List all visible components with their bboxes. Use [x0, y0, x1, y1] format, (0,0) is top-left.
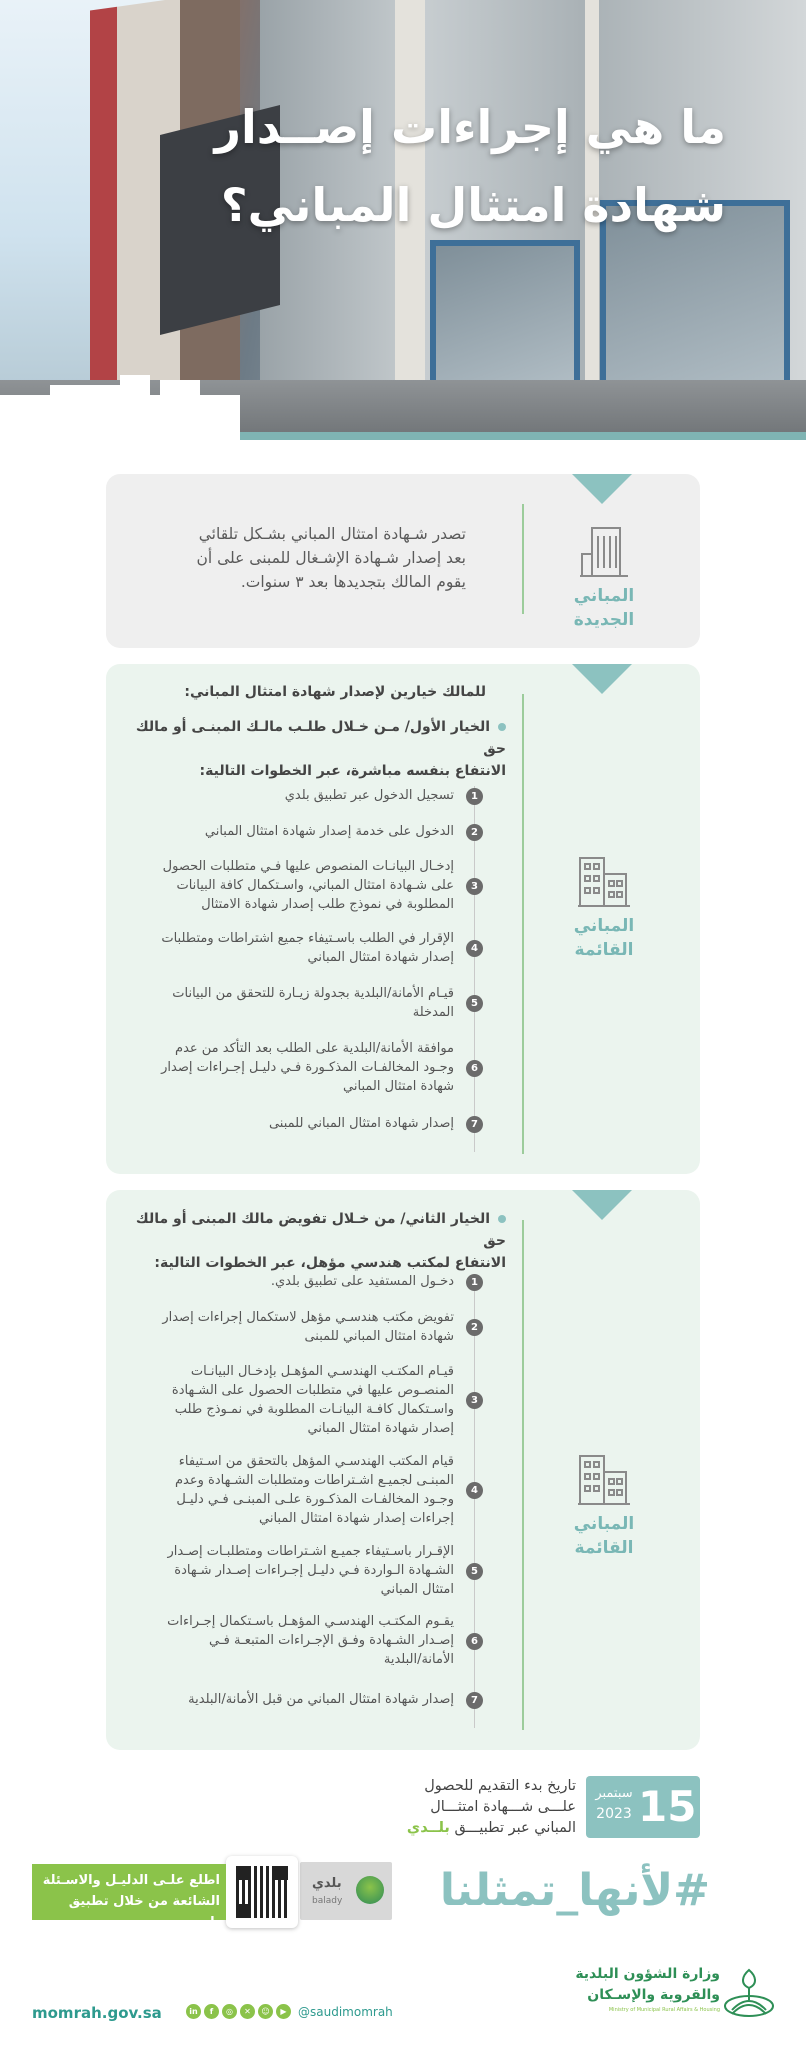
baladi-logo-text: بلدي — [312, 1876, 342, 1891]
date-day: 15 — [638, 1782, 697, 1831]
card-existing-option-1 — [106, 664, 700, 1174]
step-number: 5 — [466, 1563, 483, 1580]
card-tab — [572, 664, 632, 694]
step-number: 7 — [466, 1692, 483, 1709]
step-number: 6 — [466, 1633, 483, 1650]
step-number: 5 — [466, 995, 483, 1012]
guide-faq-banner[interactable]: اطلع علـى الدليـل والاسـئلة الشائعة من خلال تطبيق بلدي — [32, 1864, 226, 1920]
step-text: قيام المكتب الهندسـي المؤهل بالتحقق من اسـتيفاء المبنـى لجميـع اشـتراطات ومتطلبات الشـهادة وعدم وجـود المخالفـات المذكـورة علـى المبنـى فـي دليـل إجراءات إصدار شهادة امتثال المباني — [174, 1454, 454, 1526]
saudi-emblem-icon — [722, 1966, 776, 2018]
building-icon — [576, 524, 632, 578]
date-month: سبتمبر — [595, 1786, 633, 1801]
social-handle[interactable]: @saudimomrah — [298, 2004, 393, 2019]
step-number: 3 — [466, 1392, 483, 1409]
x-icon[interactable]: ✕ — [240, 2004, 255, 2019]
baladi-highlight: بلــدي — [406, 1820, 450, 1836]
ministry-logo-text: وزارة الشؤون البلدية والقروية والإسـكان Ministry of Municipal Rural Affairs & Housing — [575, 1966, 720, 2013]
page-title — [166, 88, 726, 244]
title-line: ما هي إجراءات إصــدار — [214, 100, 726, 154]
step-number: 4 — [466, 940, 483, 957]
options-intro: للمالك خيارين لإصدار شهادة امتثال المباني: — [184, 684, 486, 700]
step-text: قيـام الأمانة/البلدية بجدولة زيـارة للتحقق من البيانات المدخلة — [172, 986, 454, 1020]
social-links — [186, 2004, 393, 2019]
snapchat-icon[interactable]: ☺ — [258, 2004, 273, 2019]
card-existing-option-2 — [106, 1190, 700, 1750]
hero-banner — [0, 0, 806, 440]
facebook-icon[interactable]: f — [204, 2004, 219, 2019]
step-text: دخـول المستفيد على تطبيق بلدي. — [270, 1274, 454, 1289]
instagram-icon[interactable]: ◎ — [222, 2004, 237, 2019]
bullet-dot — [498, 723, 506, 731]
step-number: 3 — [466, 878, 483, 895]
step-text: الإقرار في الطلب باسـتيفاء جميع اشتراطات ومتطلبات إصدار شهادة امتثال المباني — [161, 931, 454, 965]
divider — [522, 694, 524, 1154]
step-number: 1 — [466, 1274, 483, 1291]
divider — [522, 1220, 524, 1730]
step-text: إصدار شهادة امتثال المباني من قبل الأمانة/البلدية — [188, 1692, 454, 1707]
card-tab — [572, 474, 632, 504]
hero-accent-strip — [240, 432, 806, 440]
option-one-heading: الخيار الأول/ مـن خـلال طلـب مالـك المبنـى أو مالك حق الانتفاع بنفسه مباشرة، عبر الخطوات التالية: — [135, 719, 506, 779]
step-text: موافقة الأمانة/البلدية على الطلب بعد التأكد من عدم وجـود المخالفـات المذكـورة فـي دليـل إجـراءات إصدار شهادة امتثال المباني — [161, 1041, 454, 1094]
campaign-hashtag: #لأنها_تمثلنا — [439, 1865, 710, 1916]
step-number: 4 — [466, 1482, 483, 1499]
step-number: 7 — [466, 1116, 483, 1133]
step-text: تسجيل الدخول عبر تطبيق بلدي — [284, 788, 454, 803]
youtube-icon[interactable]: ▶ — [276, 2004, 291, 2019]
category-label: المباني القائمة — [573, 1514, 635, 1558]
step-text: يقـوم المكتـب الهندسـي المؤهـل باسـتكمال إجـراءات إصـدار الشـهادة وفـق الإجـراءات المتبعـة فـي الأمانة/البلدية — [167, 1614, 454, 1667]
option-two-heading: الخيار الثاني/ من خـلال تفويض مالك المبنى أو مالك حق الانتفاع لمكتب هندسي مؤهل، عبر الخطوات التالية: — [135, 1211, 506, 1271]
step-text: إدخـال البيانـات المنصوص عليها فـي متطلبات الحصول على شـهادة امتثال المباني، واسـتكمال كافة البيانات المطلوبة في نموذج طلب إصدار شهادة الامتثال — [162, 859, 454, 912]
start-date-badge — [586, 1776, 700, 1838]
step-number: 2 — [466, 824, 483, 841]
step-text: قيـام المكتـب الهندسـي المؤهـل بإدخـال البيانـات المنصـوص عليها في متطلبات الحصول على الشـهادة واسـتكمال كافـة البيانـات المطلوبة في نمـوذج طلب إصدار شهادة امتثال المباني — [171, 1364, 454, 1436]
baladi-mark-icon — [356, 1876, 384, 1904]
category-label: المباني القائمة — [573, 916, 635, 960]
linkedin-icon[interactable]: in — [186, 2004, 201, 2019]
qr-code[interactable] — [226, 1856, 298, 1928]
step-number: 2 — [466, 1319, 483, 1336]
date-year: 2023 — [596, 1806, 632, 1822]
start-date-text: تاريخ بدء التقديم للحصول علـــى شـــهادة امتثـــال المباني عبر تطبيـــق بلــدي — [406, 1778, 576, 1836]
baladi-app-logo[interactable] — [300, 1862, 392, 1920]
steps-line — [474, 786, 475, 1152]
steps-line — [474, 1274, 475, 1728]
baladi-logo-latin: balady — [312, 1896, 343, 1906]
title-line: شهادة امتثال المباني؟ — [220, 178, 726, 232]
step-text: الدخول على خدمة إصدار شهادة امتثال المباني — [204, 824, 454, 839]
step-text: إصدار شهادة امتثال المباني للمبنى — [268, 1116, 454, 1131]
building-icon — [576, 854, 632, 908]
qr-code-icon — [236, 1866, 288, 1918]
website-link[interactable]: momrah.gov.sa — [32, 2004, 162, 2022]
bullet-dot — [498, 1215, 506, 1223]
step-text: تفويض مكتب هندسـي مؤهل لاستكمال إجراءات إصدار شهادة امتثال المباني للمبنى — [162, 1310, 454, 1344]
step-number: 6 — [466, 1060, 483, 1077]
category-label: المباني الجديدة — [573, 586, 635, 630]
card-new-buildings — [106, 474, 700, 648]
step-text: الإقـرار باسـتيفاء جميـع اشـتراطات ومتطلبـات إصـدار الشـهادة الـواردة فـي دليـل إجـراءات إصـدار شـهادة امتثال المباني — [167, 1544, 454, 1597]
new-buildings-text: تصدر شـهادة امتثال المباني بشـكل تلقائي بعد إصدار شـهادة الإشـغال للمبنى على أن يقوم المالك بتجديدها بعد ٣ سنوات. — [196, 525, 466, 591]
step-number: 1 — [466, 788, 483, 805]
building-icon — [576, 1452, 632, 1506]
card-tab — [572, 1190, 632, 1220]
divider — [522, 504, 524, 614]
